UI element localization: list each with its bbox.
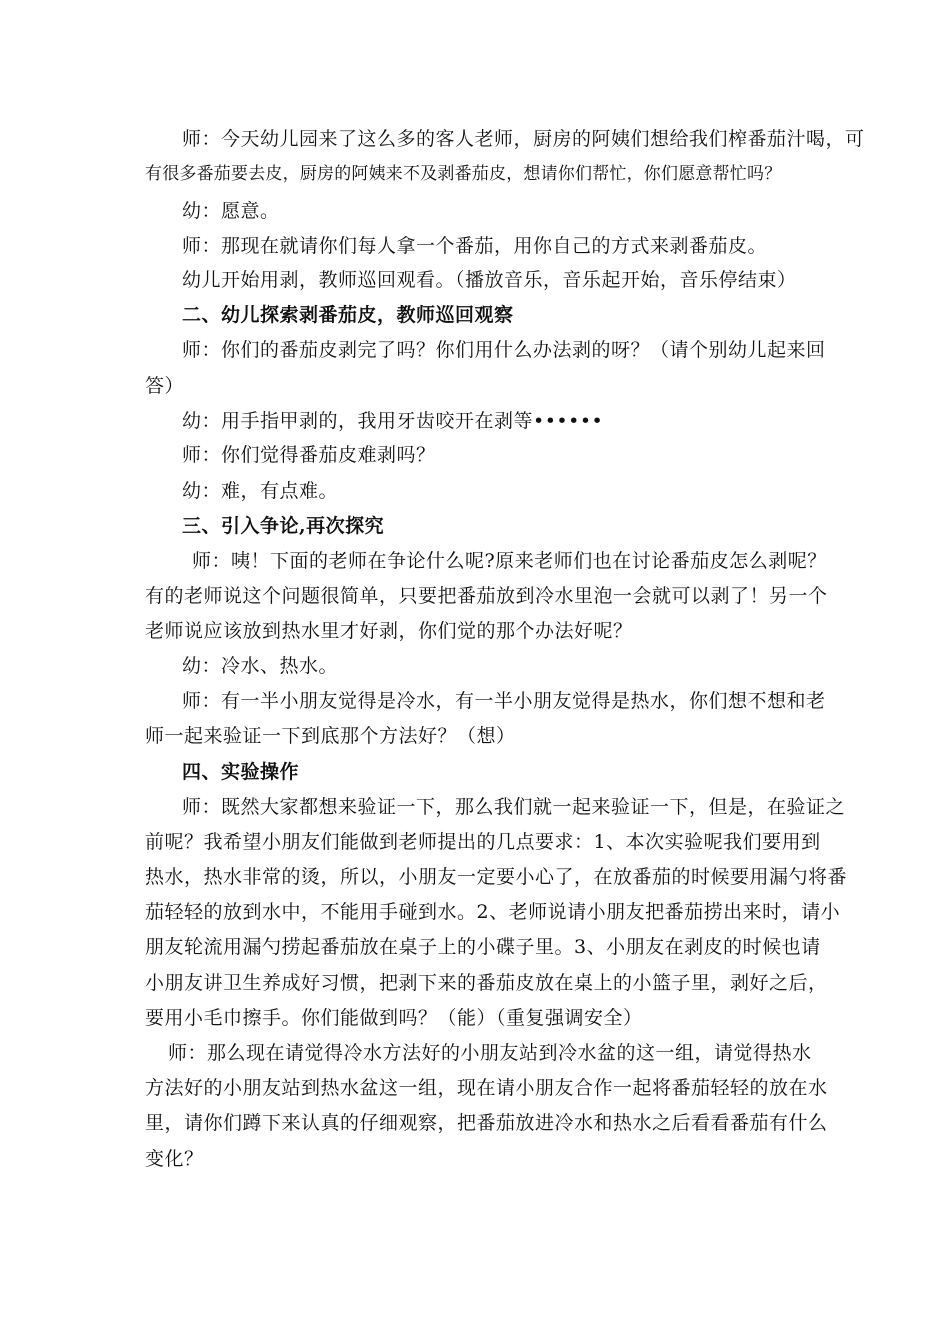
- paragraph-line: 有的老师说这个问题很简单，只要把番茄放到冷水里泡一会就可以剥了！另一个: [145, 585, 828, 607]
- paragraph-line: 师：今天幼儿园来了这么多的客人老师，厨房的阿姨们想给我们榨番茄汁喝，可: [182, 128, 865, 150]
- section-heading: 三、引入争论,再次探究: [182, 515, 385, 537]
- paragraph-line: 师：有一半小朋友觉得是冷水，有一半小朋友觉得是热水，你们想不想和老: [182, 690, 826, 712]
- paragraph-line: 幼：用手指甲剥的，我用牙齿咬开在剥等••••••: [182, 410, 604, 432]
- paragraph-line: 茄轻轻的放到水中，不能用手碰到水。2、老师说请小朋友把番茄捞出来时，请小: [145, 901, 841, 923]
- paragraph-line: 变化？: [145, 1148, 204, 1170]
- paragraph-line: 要用小毛巾擦手。你们能做到吗？（能）（重复强调安全）: [145, 1007, 643, 1029]
- paragraph-line: 幼：愿意。: [182, 200, 280, 222]
- section-heading: 二、幼儿探索剥番茄皮，教师巡回观察: [182, 304, 514, 326]
- paragraph-line: 幼：难，有点难。: [182, 480, 339, 502]
- paragraph-line: 师：既然大家都想来验证一下，那么我们就一起来验证一下，但是，在验证之: [182, 796, 846, 818]
- paragraph-line: 幼：冷水、热水。: [182, 655, 339, 677]
- paragraph-line: 小朋友讲卫生养成好习惯，把剥下来的番茄皮放在桌上的小篮子里，剥好之后，: [145, 972, 828, 994]
- paragraph-line: 答）: [145, 375, 185, 397]
- paragraph-line: 幼儿开始用剥，教师巡回观看。（播放音乐，音乐起开始，音乐停结束）: [182, 269, 797, 291]
- paragraph-line: 里，请你们蹲下来认真的仔细观察，把番茄放进冷水和热水之后看看番茄有什么: [145, 1112, 828, 1134]
- paragraph-line: 方法好的小朋友站到热水盆这一组，现在请小朋友合作一起将番茄轻轻的放在水: [145, 1077, 828, 1099]
- paragraph-line: 老师说应该放到热水里才好剥，你们觉的那个办法好呢？: [145, 620, 633, 642]
- paragraph-line: 师：咦！下面的老师在争论什么呢?原来老师们也在讨论番茄皮怎么剥呢？: [192, 550, 827, 572]
- paragraph-line: 师：你们觉得番茄皮难剥吗？: [182, 444, 436, 466]
- paragraph-line: 有很多番茄要去皮，厨房的阿姨来不及剥番茄皮，想请你们帮忙，你们愿意帮忙吗？: [145, 164, 782, 184]
- paragraph-line: 师：你们的番茄皮剥完了吗？你们用什么办法剥的呀？（请个别幼儿起来回: [182, 339, 826, 361]
- paragraph-line: 热水，热水非常的烫，所以，小朋友一定要小心了，在放番茄的时候要用漏勺将番: [145, 866, 848, 888]
- paragraph-line: 师一起来验证一下到底那个方法好？（想）: [145, 725, 516, 747]
- paragraph-line: 师：那么现在请觉得冷水方法好的小朋友站到冷水盆的这一组，请觉得热水: [168, 1042, 812, 1064]
- paragraph-line: 师：那现在就请你们每人拿一个番茄，用你自己的方式来剥番茄皮。: [182, 235, 768, 257]
- paragraph-line: 前呢？我希望小朋友们能做到老师提出的几点要求：1、本次实验呢我们要用到: [145, 831, 821, 853]
- paragraph-line: 朋友轮流用漏勺捞起番茄放在桌子上的小碟子里。3、小朋友在剥皮的时候也请: [145, 936, 821, 958]
- section-heading: 四、实验操作: [182, 761, 300, 783]
